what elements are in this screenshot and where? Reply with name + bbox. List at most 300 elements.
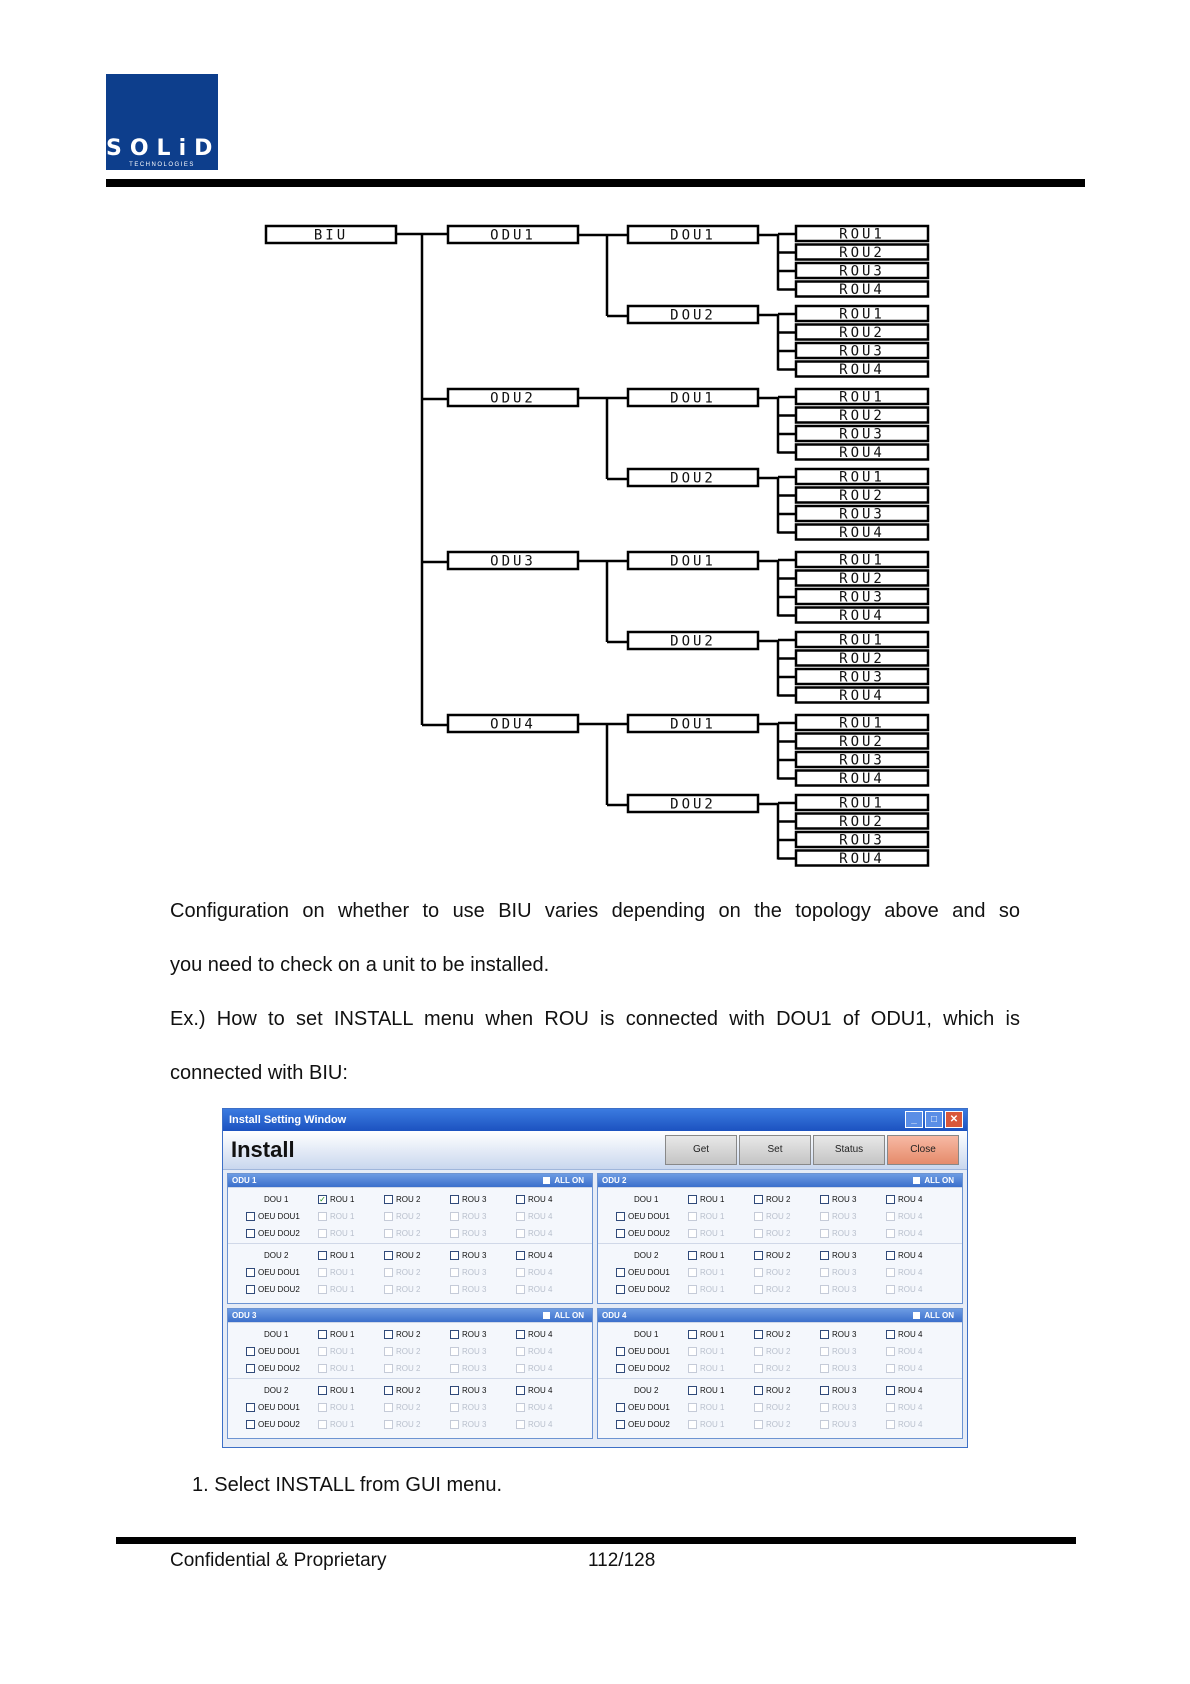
checked-icon[interactable]: ✓ xyxy=(319,1195,326,1204)
odu-panel xyxy=(227,1308,593,1439)
checkbox-icon[interactable] xyxy=(688,1195,697,1204)
rou-checkbox-label: ROU 3 xyxy=(462,1229,487,1238)
rou-checkbox xyxy=(450,1403,516,1412)
rou-checkbox-label: ROU 2 xyxy=(766,1285,791,1294)
rou-checkbox[interactable] xyxy=(820,1251,886,1260)
rou-checkbox[interactable] xyxy=(318,1330,384,1339)
tree-odu-3-dou-1-rou-4-label: ROU4 xyxy=(839,608,885,624)
checkbox-icon xyxy=(450,1403,459,1412)
dou-label xyxy=(228,1386,318,1395)
rou-checkbox xyxy=(754,1364,820,1373)
checkbox-icon[interactable] xyxy=(616,1212,625,1221)
oeu-label: OEU DOU1 xyxy=(258,1347,300,1356)
minimize-icon[interactable]: _ xyxy=(905,1111,923,1128)
rou-checkbox[interactable] xyxy=(886,1330,952,1339)
oeu-checkbox[interactable] xyxy=(228,1364,318,1373)
tree-odu-2-dou-1-rou-1-label: ROU1 xyxy=(839,389,885,406)
odu-panel xyxy=(227,1173,593,1304)
rou-checkbox-label: ROU 4 xyxy=(528,1330,553,1339)
oeu-checkbox[interactable] xyxy=(598,1212,688,1221)
rou-checkbox xyxy=(318,1347,384,1356)
rou-checkbox-label: ROU 4 xyxy=(898,1268,923,1277)
paragraph-2-line-2: connected with BIU: xyxy=(170,1062,348,1084)
footer-confidential: Confidential & Proprietary xyxy=(170,1550,387,1571)
dou-row xyxy=(228,1399,592,1416)
oeu-label: OEU DOU2 xyxy=(628,1285,670,1294)
rou-checkbox-label: ROU 3 xyxy=(462,1268,487,1277)
rou-checkbox[interactable] xyxy=(754,1195,820,1204)
checkbox-icon[interactable] xyxy=(688,1251,697,1260)
rou-checkbox[interactable] xyxy=(516,1330,582,1339)
dou-label xyxy=(598,1386,688,1395)
rou-checkbox xyxy=(384,1420,450,1429)
rou-checkbox[interactable] xyxy=(384,1386,450,1395)
paragraph-1-line-2: you need to check on a unit to be installed. xyxy=(170,954,550,976)
rou-checkbox-label: ROU 1 xyxy=(330,1347,355,1356)
set-button[interactable]: Set xyxy=(739,1135,811,1165)
dou-row xyxy=(598,1360,962,1377)
tree-odu-4-dou-1-rou-4-label: ROU4 xyxy=(839,771,885,787)
checkbox-icon xyxy=(450,1268,459,1277)
tree-odu-3-dou-2-rou-4-label: ROU4 xyxy=(839,688,885,704)
logo-wordmark: SOLiD xyxy=(106,136,221,161)
checkbox-icon xyxy=(450,1285,459,1294)
rou-checkbox-label: ROU 1 xyxy=(330,1403,355,1412)
rou-checkbox xyxy=(688,1229,754,1238)
rou-checkbox xyxy=(820,1212,886,1221)
checkbox-icon xyxy=(820,1420,829,1429)
oeu-checkbox[interactable] xyxy=(228,1285,318,1294)
rou-checkbox xyxy=(318,1403,384,1412)
tree-odu-1-dou-2-rou-4-label: ROU4 xyxy=(839,362,885,378)
checkbox-icon[interactable] xyxy=(450,1195,459,1204)
checkbox-icon[interactable] xyxy=(616,1364,625,1373)
rou-checkbox-label: ROU 3 xyxy=(462,1285,487,1294)
checkbox-icon[interactable] xyxy=(516,1251,525,1260)
rou-checkbox[interactable] xyxy=(516,1195,582,1204)
checkbox-icon[interactable] xyxy=(384,1386,393,1395)
checkbox-icon xyxy=(384,1212,393,1221)
tree-odu-4-dou-1-label: DOU1 xyxy=(670,716,716,733)
checkbox-icon[interactable] xyxy=(616,1268,625,1277)
tree-odu-2-dou-1-rou-2-label: ROU2 xyxy=(839,408,885,424)
tree-odu-3-dou-1-label: DOU1 xyxy=(670,553,716,570)
rou-checkbox xyxy=(384,1212,450,1221)
close-icon[interactable]: ✕ xyxy=(945,1111,963,1128)
checkbox-icon xyxy=(820,1403,829,1412)
tree-odu-1-dou-1-rou-3-label: ROU3 xyxy=(839,263,885,280)
rou-checkbox xyxy=(450,1229,516,1238)
dou-name: DOU 2 xyxy=(264,1251,289,1260)
rou-checkbox-label: ROU 2 xyxy=(396,1195,421,1204)
rou-checkbox xyxy=(516,1229,582,1238)
checkbox-icon[interactable] xyxy=(754,1195,763,1204)
rou-checkbox xyxy=(886,1420,952,1429)
rou-checkbox[interactable] xyxy=(318,1386,384,1395)
checkbox-icon[interactable] xyxy=(616,1285,625,1294)
oeu-checkbox[interactable] xyxy=(598,1347,688,1356)
oeu-checkbox[interactable] xyxy=(598,1420,688,1429)
rou-checkbox-label: ROU 4 xyxy=(528,1347,553,1356)
rou-checkbox[interactable] xyxy=(384,1330,450,1339)
checkbox-icon[interactable] xyxy=(516,1195,525,1204)
checkbox-icon[interactable] xyxy=(516,1386,525,1395)
oeu-label: OEU DOU2 xyxy=(258,1364,300,1373)
tree-odu-4-label: ODU4 xyxy=(490,716,536,733)
tree-odu-3-dou-2-rou-3-label: ROU3 xyxy=(839,669,885,686)
checkbox-icon xyxy=(318,1403,327,1412)
rou-checkbox-label: ROU 3 xyxy=(462,1330,487,1339)
oeu-label: OEU DOU1 xyxy=(258,1403,300,1412)
rou-checkbox-label: ROU 3 xyxy=(832,1386,857,1395)
checkbox-icon[interactable] xyxy=(384,1195,393,1204)
tree-odu-3-dou-1-rou-2-label: ROU2 xyxy=(839,571,885,587)
rou-checkbox xyxy=(754,1403,820,1412)
rou-checkbox-label: ROU 2 xyxy=(396,1212,421,1221)
rou-checkbox xyxy=(384,1347,450,1356)
rou-checkbox-label: ROU 4 xyxy=(898,1251,923,1260)
dou-name: DOU 1 xyxy=(634,1195,659,1204)
checkbox-icon[interactable] xyxy=(616,1420,625,1429)
checkbox-icon xyxy=(688,1420,697,1429)
checkbox-icon[interactable] xyxy=(886,1195,895,1204)
get-button[interactable]: Get xyxy=(665,1135,737,1165)
rou-checkbox[interactable] xyxy=(450,1195,516,1204)
dou-row xyxy=(598,1382,962,1399)
tree-odu-4-dou-2-rou-1-label: ROU1 xyxy=(839,795,885,812)
checkbox-icon xyxy=(318,1420,327,1429)
oeu-label: OEU DOU2 xyxy=(258,1229,300,1238)
rou-checkbox[interactable] xyxy=(450,1330,516,1339)
checkbox-icon xyxy=(754,1268,763,1277)
checkbox-icon[interactable] xyxy=(616,1229,625,1238)
rou-checkbox xyxy=(688,1285,754,1294)
rou-checkbox-label: ROU 2 xyxy=(766,1229,791,1238)
checkbox-icon[interactable] xyxy=(246,1268,255,1277)
dou-label xyxy=(228,1251,318,1260)
oeu-checkbox[interactable] xyxy=(228,1347,318,1356)
rou-checkbox-label: ROU 3 xyxy=(832,1285,857,1294)
oeu-checkbox[interactable] xyxy=(598,1285,688,1294)
rou-checkbox xyxy=(820,1229,886,1238)
rou-checkbox-label: ROU 3 xyxy=(462,1403,487,1412)
rou-checkbox-label: ROU 3 xyxy=(462,1212,487,1221)
rou-checkbox-label: ROU 4 xyxy=(898,1330,923,1339)
checkbox-icon xyxy=(820,1268,829,1277)
dou-row xyxy=(228,1416,592,1433)
tree-odu-2-dou-2-label: DOU2 xyxy=(670,470,716,487)
oeu-checkbox[interactable] xyxy=(598,1403,688,1412)
rou-checkbox-label: ROU 4 xyxy=(898,1364,923,1373)
checkbox-icon[interactable] xyxy=(318,1251,327,1260)
checkbox-icon xyxy=(450,1420,459,1429)
close-button[interactable]: Close xyxy=(887,1135,959,1165)
checkbox-icon xyxy=(688,1212,697,1221)
rou-checkbox[interactable] xyxy=(688,1251,754,1260)
checkbox-icon[interactable] xyxy=(616,1403,625,1412)
tree-odu-4-dou-1-rou-2-label: ROU2 xyxy=(839,734,885,750)
all-on-checkbox[interactable]: ALL ON xyxy=(913,1309,954,1322)
checkbox-icon[interactable] xyxy=(886,1330,895,1339)
oeu-checkbox[interactable] xyxy=(598,1229,688,1238)
rou-checkbox-label: ROU 4 xyxy=(898,1285,923,1294)
tree-odu-2-dou-2-rou-2-label: ROU2 xyxy=(839,488,885,504)
rou-checkbox xyxy=(516,1347,582,1356)
rou-checkbox[interactable] xyxy=(688,1386,754,1395)
oeu-label: OEU DOU1 xyxy=(628,1268,670,1277)
tree-odu-2-dou-2-rou-1-label: ROU1 xyxy=(839,469,885,486)
all-on-checkbox[interactable]: ALL ON xyxy=(913,1174,954,1187)
dou-group xyxy=(228,1378,592,1434)
dou-group xyxy=(598,1322,962,1378)
rou-checkbox-label: ROU 1 xyxy=(700,1420,725,1429)
rou-checkbox-label: ROU 1 xyxy=(330,1195,355,1204)
tree-odu-2-dou-2-rou-4-label: ROU4 xyxy=(839,525,885,541)
checkbox-icon xyxy=(318,1347,327,1356)
rou-checkbox-label: ROU 3 xyxy=(462,1347,487,1356)
rou-checkbox-label: ROU 2 xyxy=(766,1268,791,1277)
checkbox-icon xyxy=(688,1285,697,1294)
checkbox-icon[interactable] xyxy=(246,1229,255,1238)
rou-checkbox xyxy=(318,1212,384,1221)
status-button[interactable]: Status xyxy=(813,1135,885,1165)
checkbox-icon[interactable] xyxy=(246,1212,255,1221)
maximize-icon[interactable]: □ xyxy=(925,1111,943,1128)
dou-row xyxy=(228,1343,592,1360)
checkbox-icon[interactable] xyxy=(246,1285,255,1294)
dou-row xyxy=(598,1399,962,1416)
oeu-label: OEU DOU2 xyxy=(628,1420,670,1429)
checkbox-icon xyxy=(886,1285,895,1294)
rou-checkbox-label: ROU 3 xyxy=(462,1420,487,1429)
rou-checkbox-label: ROU 4 xyxy=(528,1251,553,1260)
rou-checkbox[interactable] xyxy=(450,1251,516,1260)
rou-checkbox[interactable] xyxy=(886,1251,952,1260)
checkbox-icon xyxy=(754,1347,763,1356)
paragraph-2-line-1: Ex.) How to set INSTALL menu when ROU is connected with DOU1 of ODU1, which is xyxy=(170,1008,1020,1030)
oeu-checkbox[interactable] xyxy=(598,1268,688,1277)
rou-checkbox-label: ROU 3 xyxy=(462,1386,487,1395)
rou-checkbox-label: ROU 1 xyxy=(330,1386,355,1395)
oeu-checkbox[interactable] xyxy=(228,1229,318,1238)
rou-checkbox-label: ROU 3 xyxy=(832,1268,857,1277)
oeu-checkbox[interactable] xyxy=(228,1268,318,1277)
rou-checkbox xyxy=(384,1364,450,1373)
oeu-checkbox[interactable] xyxy=(228,1420,318,1429)
rou-checkbox-label: ROU 1 xyxy=(330,1420,355,1429)
tree-odu-1-dou-1-rou-4-label: ROU4 xyxy=(839,282,885,298)
rou-checkbox-label: ROU 2 xyxy=(396,1229,421,1238)
rou-checkbox xyxy=(820,1420,886,1429)
rou-checkbox xyxy=(318,1285,384,1294)
install-setting-window xyxy=(222,1108,968,1448)
checkbox-icon xyxy=(516,1285,525,1294)
rou-checkbox-label: ROU 2 xyxy=(766,1330,791,1339)
rou-checkbox-label: ROU 1 xyxy=(700,1364,725,1373)
checkbox-icon[interactable] xyxy=(318,1330,327,1339)
rou-checkbox[interactable] xyxy=(516,1251,582,1260)
oeu-checkbox[interactable] xyxy=(228,1403,318,1412)
dou-row xyxy=(228,1191,592,1208)
oeu-label: OEU DOU1 xyxy=(628,1212,670,1221)
rou-checkbox xyxy=(450,1347,516,1356)
tree-odu-1-dou-1-rou-1-label: ROU1 xyxy=(839,226,885,243)
checkbox-icon[interactable] xyxy=(820,1386,829,1395)
odu-panel-header xyxy=(228,1174,592,1187)
rou-checkbox-label: ROU 3 xyxy=(832,1347,857,1356)
rou-checkbox xyxy=(820,1268,886,1277)
tree-odu-2-label: ODU2 xyxy=(490,390,536,407)
checkbox-icon[interactable] xyxy=(450,1330,459,1339)
checkbox-icon xyxy=(318,1285,327,1294)
rou-checkbox[interactable] xyxy=(450,1386,516,1395)
oeu-label: OEU DOU1 xyxy=(628,1347,670,1356)
rou-checkbox[interactable] xyxy=(688,1195,754,1204)
oeu-label: OEU DOU2 xyxy=(258,1285,300,1294)
checkbox-icon[interactable] xyxy=(450,1386,459,1395)
rou-checkbox xyxy=(820,1285,886,1294)
checkbox-icon[interactable] xyxy=(246,1347,255,1356)
checkbox-icon xyxy=(820,1229,829,1238)
rou-checkbox[interactable] xyxy=(754,1330,820,1339)
checkbox-icon[interactable] xyxy=(820,1330,829,1339)
tree-odu-4-dou-1-rou-3-label: ROU3 xyxy=(839,752,885,769)
checkbox-icon[interactable] xyxy=(754,1386,763,1395)
rou-checkbox[interactable] xyxy=(754,1251,820,1260)
checkbox-icon[interactable] xyxy=(820,1251,829,1260)
checkbox-icon[interactable] xyxy=(886,1386,895,1395)
tree-odu-2-dou-1-rou-3-label: ROU3 xyxy=(839,426,885,443)
rou-checkbox-label: ROU 4 xyxy=(898,1403,923,1412)
checkbox-icon xyxy=(450,1212,459,1221)
rou-checkbox-label: ROU 4 xyxy=(898,1420,923,1429)
dou-row xyxy=(598,1225,962,1242)
tree-odu-1-dou-2-label: DOU2 xyxy=(670,307,716,324)
rou-checkbox[interactable] xyxy=(318,1195,384,1204)
checkbox-icon xyxy=(516,1420,525,1429)
checkbox-icon xyxy=(688,1347,697,1356)
checkbox-icon[interactable] xyxy=(688,1386,697,1395)
rou-checkbox[interactable] xyxy=(886,1386,952,1395)
odu-panel-title: ODU 2 xyxy=(602,1176,627,1185)
rou-checkbox[interactable] xyxy=(820,1386,886,1395)
checkbox-icon xyxy=(688,1268,697,1277)
checkbox-icon xyxy=(886,1364,895,1373)
checkbox-icon[interactable] xyxy=(820,1195,829,1204)
rou-checkbox-label: ROU 2 xyxy=(766,1251,791,1260)
checkbox-icon[interactable] xyxy=(754,1330,763,1339)
checkbox-icon xyxy=(318,1268,327,1277)
rou-checkbox xyxy=(516,1285,582,1294)
checkbox-icon[interactable] xyxy=(516,1330,525,1339)
checkbox-icon[interactable] xyxy=(246,1420,255,1429)
tree-odu-3-dou-2-rou-1-label: ROU1 xyxy=(839,632,885,649)
rou-checkbox[interactable] xyxy=(688,1330,754,1339)
rou-checkbox[interactable] xyxy=(384,1195,450,1204)
rou-checkbox-label: ROU 1 xyxy=(700,1229,725,1238)
checkbox-icon xyxy=(516,1403,525,1412)
checkbox-icon[interactable] xyxy=(384,1330,393,1339)
rou-checkbox xyxy=(820,1403,886,1412)
rou-checkbox-label: ROU 3 xyxy=(832,1195,857,1204)
rou-checkbox-label: ROU 4 xyxy=(528,1229,553,1238)
rou-checkbox[interactable] xyxy=(516,1386,582,1395)
rou-checkbox-label: ROU 1 xyxy=(330,1212,355,1221)
checkbox-icon xyxy=(516,1229,525,1238)
oeu-checkbox[interactable] xyxy=(598,1364,688,1373)
checkbox-icon[interactable] xyxy=(384,1251,393,1260)
dou-label xyxy=(598,1251,688,1260)
checkbox-icon[interactable] xyxy=(246,1403,255,1412)
rou-checkbox-label: ROU 1 xyxy=(330,1251,355,1260)
rou-checkbox xyxy=(384,1268,450,1277)
all-on-checkbox[interactable]: ALL ON xyxy=(543,1174,584,1187)
rou-checkbox[interactable] xyxy=(820,1195,886,1204)
rou-checkbox-label: ROU 2 xyxy=(766,1420,791,1429)
tree-odu-3-dou-1-rou-1-label: ROU1 xyxy=(839,552,885,569)
rou-checkbox-label: ROU 4 xyxy=(528,1420,553,1429)
rou-checkbox-label: ROU 3 xyxy=(462,1195,487,1204)
rou-checkbox xyxy=(820,1364,886,1373)
rou-checkbox-label: ROU 3 xyxy=(832,1251,857,1260)
rou-checkbox xyxy=(886,1212,952,1221)
rou-checkbox xyxy=(384,1229,450,1238)
dou-row xyxy=(598,1247,962,1264)
checkbox-icon[interactable] xyxy=(616,1347,625,1356)
checkbox-icon xyxy=(516,1347,525,1356)
checkbox-icon xyxy=(318,1229,327,1238)
rou-checkbox[interactable] xyxy=(318,1251,384,1260)
tree-odu-4-dou-2-rou-4-label: ROU4 xyxy=(839,851,885,867)
checkbox-icon[interactable] xyxy=(318,1386,327,1395)
checkbox-icon xyxy=(450,1364,459,1373)
rou-checkbox[interactable] xyxy=(754,1386,820,1395)
checkbox-icon[interactable] xyxy=(246,1364,255,1373)
rou-checkbox-label: ROU 1 xyxy=(330,1285,355,1294)
rou-checkbox[interactable] xyxy=(820,1330,886,1339)
rou-checkbox-label: ROU 1 xyxy=(330,1268,355,1277)
checkbox-icon[interactable] xyxy=(688,1330,697,1339)
rou-checkbox-label: ROU 2 xyxy=(766,1386,791,1395)
odu-panel-title: ODU 3 xyxy=(232,1311,257,1320)
rou-checkbox-label: ROU 4 xyxy=(528,1364,553,1373)
checkbox-icon[interactable] xyxy=(886,1251,895,1260)
rou-checkbox xyxy=(516,1268,582,1277)
checkbox-icon[interactable] xyxy=(754,1251,763,1260)
rou-checkbox[interactable] xyxy=(384,1251,450,1260)
dou-label xyxy=(228,1330,318,1339)
rou-checkbox[interactable] xyxy=(886,1195,952,1204)
oeu-checkbox[interactable] xyxy=(228,1212,318,1221)
rou-checkbox-label: ROU 4 xyxy=(528,1285,553,1294)
all-on-checkbox[interactable]: ALL ON xyxy=(543,1309,584,1322)
dou-row xyxy=(598,1208,962,1225)
checkbox-icon xyxy=(820,1364,829,1373)
rou-checkbox-label: ROU 2 xyxy=(396,1251,421,1260)
rou-checkbox-label: ROU 4 xyxy=(528,1386,553,1395)
rou-checkbox-label: ROU 2 xyxy=(396,1364,421,1373)
checkbox-icon[interactable] xyxy=(450,1251,459,1260)
rou-checkbox-label: ROU 2 xyxy=(766,1212,791,1221)
rou-checkbox-label: ROU 3 xyxy=(832,1364,857,1373)
rou-checkbox-label: ROU 2 xyxy=(396,1420,421,1429)
rou-checkbox-label: ROU 4 xyxy=(528,1195,553,1204)
dou-name: DOU 2 xyxy=(634,1251,659,1260)
tree-odu-4-dou-2-label: DOU2 xyxy=(670,796,716,813)
checkbox-icon xyxy=(450,1347,459,1356)
rou-checkbox xyxy=(688,1268,754,1277)
checkbox-icon xyxy=(318,1364,327,1373)
